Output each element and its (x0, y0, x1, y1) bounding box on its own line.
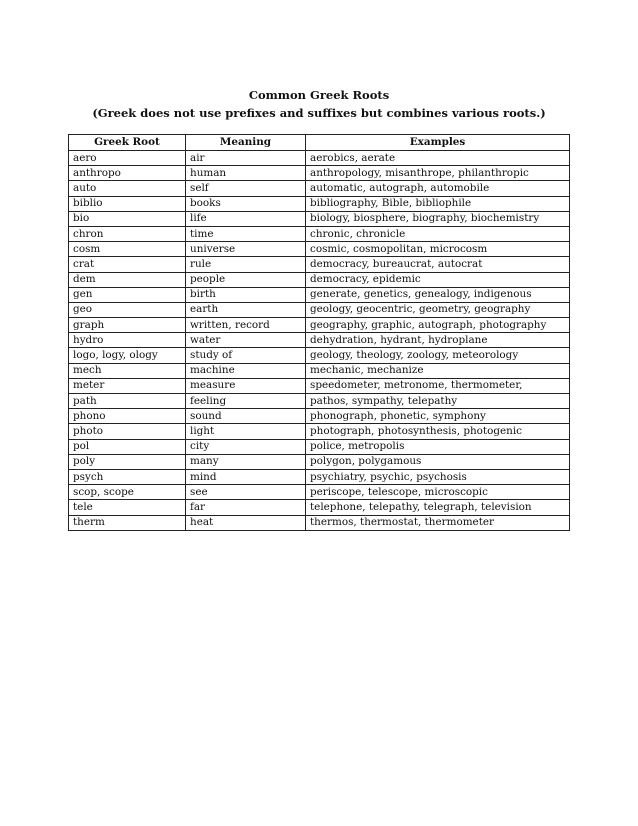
cell-greek-root: phono (69, 409, 186, 424)
cell-meaning: measure (186, 378, 306, 393)
cell-meaning: air (186, 151, 306, 166)
table-header-row (69, 135, 570, 151)
document-title: Common Greek Roots (248, 88, 390, 102)
cell-examples: psychiatry, psychic, psychosis (306, 469, 570, 484)
cell-examples: phonograph, phonetic, symphony (306, 409, 570, 424)
cell-greek-root: path (69, 394, 186, 409)
cell-meaning: birth (186, 287, 306, 302)
cell-greek-root: chron (69, 226, 186, 241)
table-row (69, 257, 570, 272)
table-row (69, 287, 570, 302)
cell-greek-root: photo (69, 424, 186, 439)
table-row (69, 394, 570, 409)
cell-examples: police, metropolis (306, 439, 570, 454)
cell-meaning: machine (186, 363, 306, 378)
cell-greek-root: hydro (69, 333, 186, 348)
header-examples: Examples (306, 135, 570, 151)
cell-meaning: life (186, 211, 306, 226)
cell-examples: democracy, epidemic (306, 272, 570, 287)
cell-examples: speedometer, metronome, thermometer, (306, 378, 570, 393)
table-row (69, 272, 570, 287)
cell-meaning: heat (186, 515, 306, 530)
cell-greek-root: meter (69, 378, 186, 393)
cell-meaning: city (186, 439, 306, 454)
table-row (69, 302, 570, 317)
cell-examples: dehydration, hydrant, hydroplane (306, 333, 570, 348)
cell-examples: chronic, chronicle (306, 226, 570, 241)
table-row (69, 378, 570, 393)
table-body (69, 151, 570, 531)
cell-examples: pathos, sympathy, telepathy (306, 394, 570, 409)
cell-greek-root: graph (69, 318, 186, 333)
table-row (69, 226, 570, 241)
cell-examples: geography, graphic, autograph, photography (306, 318, 570, 333)
table-row (69, 196, 570, 211)
cell-examples: bibliography, Bible, bibliophile (306, 196, 570, 211)
table-row (69, 485, 570, 500)
cell-greek-root: bio (69, 211, 186, 226)
cell-meaning: self (186, 181, 306, 196)
cell-greek-root: dem (69, 272, 186, 287)
cell-examples: biology, biosphere, biography, biochemistry (306, 211, 570, 226)
table-row (69, 242, 570, 257)
cell-examples: geology, theology, zoology, meteorology (306, 348, 570, 363)
cell-examples: aerobics, aerate (306, 151, 570, 166)
title-block (0, 86, 638, 122)
cell-greek-root: logo, logy, ology (69, 348, 186, 363)
cell-greek-root: psych (69, 469, 186, 484)
cell-examples: periscope, telescope, microscopic (306, 485, 570, 500)
table-row (69, 318, 570, 333)
cell-meaning: study of (186, 348, 306, 363)
header-meaning: Meaning (186, 135, 306, 151)
table-row (69, 181, 570, 196)
cell-meaning: mind (186, 469, 306, 484)
cell-meaning: sound (186, 409, 306, 424)
cell-greek-root: gen (69, 287, 186, 302)
table-row (69, 439, 570, 454)
cell-greek-root: mech (69, 363, 186, 378)
greek-roots-table (68, 134, 570, 531)
cell-meaning: people (186, 272, 306, 287)
table-row (69, 348, 570, 363)
cell-greek-root: scop, scope (69, 485, 186, 500)
cell-examples: mechanic, mechanize (306, 363, 570, 378)
cell-meaning: water (186, 333, 306, 348)
cell-meaning: earth (186, 302, 306, 317)
cell-greek-root: biblio (69, 196, 186, 211)
document-subtitle: (Greek does not use prefixes and suffixes but combines various roots.) (92, 106, 546, 120)
cell-greek-root: pol (69, 439, 186, 454)
cell-meaning: written, record (186, 318, 306, 333)
table-row (69, 469, 570, 484)
cell-meaning: feeling (186, 394, 306, 409)
cell-examples: generate, genetics, genealogy, indigenous (306, 287, 570, 302)
cell-meaning: far (186, 500, 306, 515)
cell-greek-root: poly (69, 454, 186, 469)
table-row (69, 151, 570, 166)
cell-greek-root: anthropo (69, 166, 186, 181)
table-row (69, 454, 570, 469)
cell-meaning: human (186, 166, 306, 181)
cell-meaning: universe (186, 242, 306, 257)
cell-examples: thermos, thermostat, thermometer (306, 515, 570, 530)
cell-greek-root: crat (69, 257, 186, 272)
cell-meaning: see (186, 485, 306, 500)
header-greek-root: Greek Root (69, 135, 186, 151)
cell-examples: anthropology, misanthrope, philanthropic (306, 166, 570, 181)
table-row (69, 500, 570, 515)
cell-examples: telephone, telepathy, telegraph, television (306, 500, 570, 515)
cell-meaning: light (186, 424, 306, 439)
cell-examples: democracy, bureaucrat, autocrat (306, 257, 570, 272)
cell-meaning: time (186, 226, 306, 241)
cell-greek-root: cosm (69, 242, 186, 257)
cell-examples: photograph, photosynthesis, photogenic (306, 424, 570, 439)
cell-examples: polygon, polygamous (306, 454, 570, 469)
cell-meaning: rule (186, 257, 306, 272)
table-row (69, 211, 570, 226)
cell-greek-root: geo (69, 302, 186, 317)
cell-greek-root: tele (69, 500, 186, 515)
table-row (69, 515, 570, 530)
table-row (69, 424, 570, 439)
table-row (69, 333, 570, 348)
cell-greek-root: auto (69, 181, 186, 196)
table-row (69, 409, 570, 424)
cell-examples: automatic, autograph, automobile (306, 181, 570, 196)
table-row (69, 363, 570, 378)
cell-greek-root: therm (69, 515, 186, 530)
cell-meaning: books (186, 196, 306, 211)
cell-examples: geology, geocentric, geometry, geography (306, 302, 570, 317)
cell-greek-root: aero (69, 151, 186, 166)
cell-meaning: many (186, 454, 306, 469)
cell-examples: cosmic, cosmopolitan, microcosm (306, 242, 570, 257)
table-row (69, 166, 570, 181)
